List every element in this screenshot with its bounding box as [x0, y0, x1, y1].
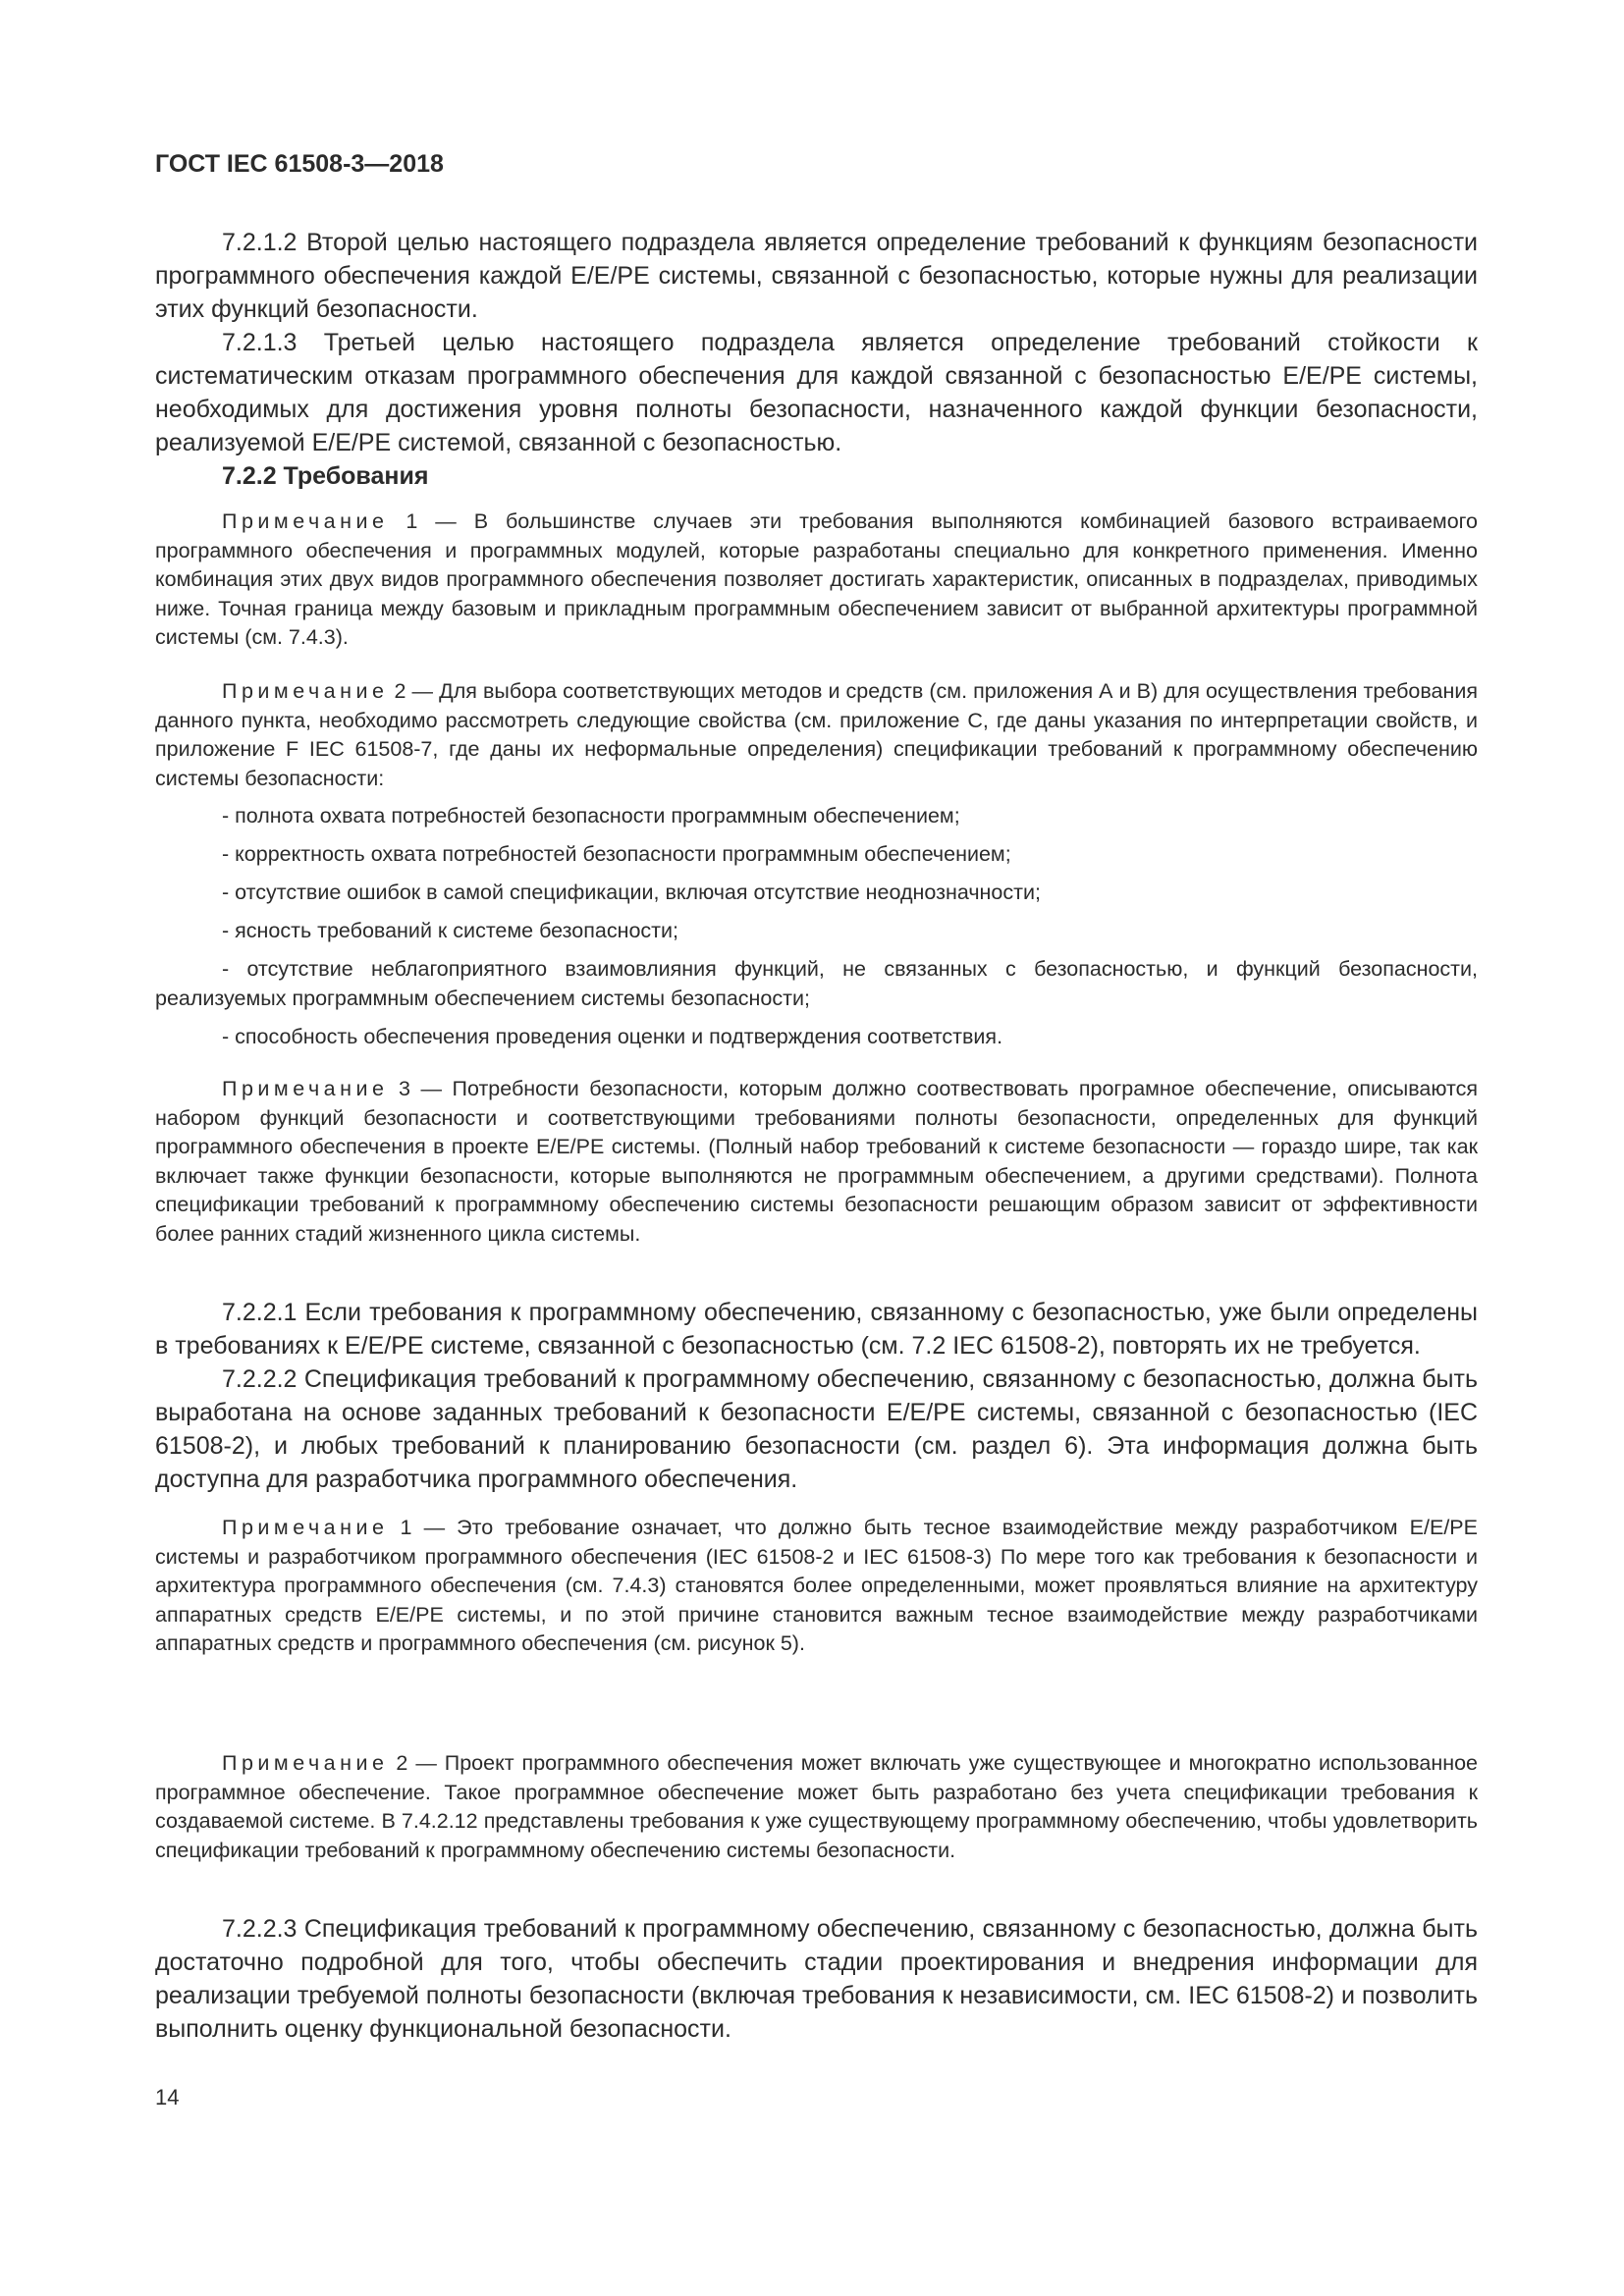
note-text: 2 — Проект программного обеспечения может включать уже существующее и многократно использованное программное обеспечение. Такое программное обеспечение может быть разработано без учета спецификации требования к создаваемой системе. В 7.4.2.12 представлены требования к уже существующему программному обеспечению, чтобы удовлетворить спецификации требований к программному обеспечению системы безопасности.	[155, 1751, 1478, 1862]
page-number: 14	[155, 2085, 180, 2109]
list-item: - ясность требований к системе безопасности;	[222, 919, 678, 942]
paragraph-7-2-2-3: 7.2.2.3 Спецификация требований к программному обеспечению, связанному с безопасностью, должна быть достаточно подробной для того, чтобы обеспечить стадии проектирования и внедрения информации для реализации требуемой полноты безопасности (включая требования к независимости, см. IEC 61508-2) и позволить выполнить оценку функциональной безопасности.	[155, 1915, 1478, 2043]
list-item: - полнота охвата потребностей безопасности программным обеспечением;	[222, 804, 960, 828]
note-text: 1 — Это требование означает, что должно быть тесное взаимодействие между разработчиком E/E/PE системы и разработчиком программного обеспечения (IEC 61508-2 и IEC 61508-3) По мере того как требования к безопасности и архитектура программного обеспечения (см. 7.4.3) становятся более определенными, может проявляться влияние на архитектуру аппаратных средств E/E/PE системы, и по этой причине становится важным тесное взаимодействие между разработчиками аппаратных средств и программного обеспечения (см. рисунок 5).	[155, 1516, 1478, 1655]
note-text: 1 — В большинстве случаев эти требования выполняются комбинацией базового встраиваемого программного обеспечения и программных модулей, которые разработаны специально для конкретного применения. Именно комбинация этих двух видов программного обеспечения позволяет достигать характеристик, описанных в подразделах, приводимых ниже. Точная граница между базовым и прикладным программным обеспечением зависит от выбранной архитектуры программной системы (см. 7.4.3).	[155, 509, 1478, 649]
note-label: Примечание	[222, 1751, 389, 1775]
list-item: - отсутствие ошибок в самой спецификации, включая отсутствие неоднозначности;	[222, 881, 1041, 904]
paragraph-7-2-2-2: 7.2.2.2 Спецификация требований к программному обеспечению, связанному с безопасностью, должна быть выработана на основе заданных требований к безопасности E/E/PE системы, связанной с безопасностью (IEC 61508-2), и любых требований к планированию безопасности (см. раздел 6). Эта информация должна быть доступна для разработчика программного обеспечения.	[155, 1365, 1478, 1493]
section-heading-7-2-2: 7.2.2 Требования	[222, 462, 429, 490]
paragraph-7-2-1-3: 7.2.1.3 Третьей целью настоящего подраздела является определение требований стойкости к систематическим отказам программного обеспечения для каждой связанной с безопасностью E/E/PE системы, необходимых для достижения уровня полноты безопасности, назначенного каждой функции безопасности, реализуемой E/E/PE системой, связанной с безопасностью.	[155, 329, 1478, 456]
list-item: - корректность охвата потребностей безопасности программным обеспечением;	[222, 842, 1011, 866]
note-2	[155, 677, 1478, 1061]
section-7-2-1-text	[155, 226, 1478, 493]
note-label: Примечание	[222, 509, 389, 533]
document-header: ГОСТ IEC 61508-3—2018	[155, 150, 444, 178]
list-item: - отсутствие неблагоприятного взаимовлияния функций, не связанных с безопасностью, и функций безопасности, реализуемых программным обеспечением системы безопасности;	[155, 957, 1478, 1010]
paragraph-7-2-2-1: 7.2.2.1 Если требования к программному обеспечению, связанному с безопасностью, уже были определены в требованиях к E/E/PE системе, связанной с безопасностью (см. 7.2 IEC 61508-2), повторять их не требуется.	[155, 1299, 1478, 1360]
note-text: 2 — Для выбора соответствующих методов и средств (см. приложения А и В) для осуществления требования данного пункта, необходимо рассмотреть следующие свойства (см. приложение С, где даны указания по интерпретации свойств, и приложение F IEC 61508-7, где даны их неформальные определения) спецификации требований к программному обеспечению системы безопасности:	[155, 679, 1478, 790]
paragraph-7-2-1-2: 7.2.1.2 Второй целью настоящего подраздела является определение требований к функциям безопасности программного обеспечения каждой E/E/PE системы, связанной с безопасностью, которые нужны для реализации этих функций безопасности.	[155, 229, 1478, 323]
note-text: 3 — Потребности безопасности, которым должно соотвествовать програмное обеспечение, описываются набором функций безопасности и соответствующими требованиями полноты безопасности, определенных для функций программного обеспечения в проекте E/E/PE системы. (Полный набор требований к системе безопасности — гораздо шире, так как включает также функции безопасности, которые выполняются не программным обеспечением, а другими средствами). Полнота спецификации требований к программному обеспечению системы безопасности решающим образом зависит от эффективности более ранних стадий жизненного цикла системы.	[155, 1077, 1478, 1246]
list-item: - способность обеспечения проведения оценки и подтверждения соответствия.	[222, 1024, 1003, 1048]
note-3	[155, 1075, 1478, 1249]
section-7-2-2-text	[155, 1296, 1478, 1496]
note-1	[155, 507, 1478, 653]
note-label: Примечание	[222, 1516, 389, 1539]
note-7-2-2-2-1	[155, 1514, 1478, 1659]
note-7-2-2-2-2	[155, 1749, 1478, 1865]
note-label: Примечание	[222, 679, 389, 703]
section-7-2-2-3-text	[155, 1912, 1478, 2046]
note-label: Примечание	[222, 1077, 389, 1100]
